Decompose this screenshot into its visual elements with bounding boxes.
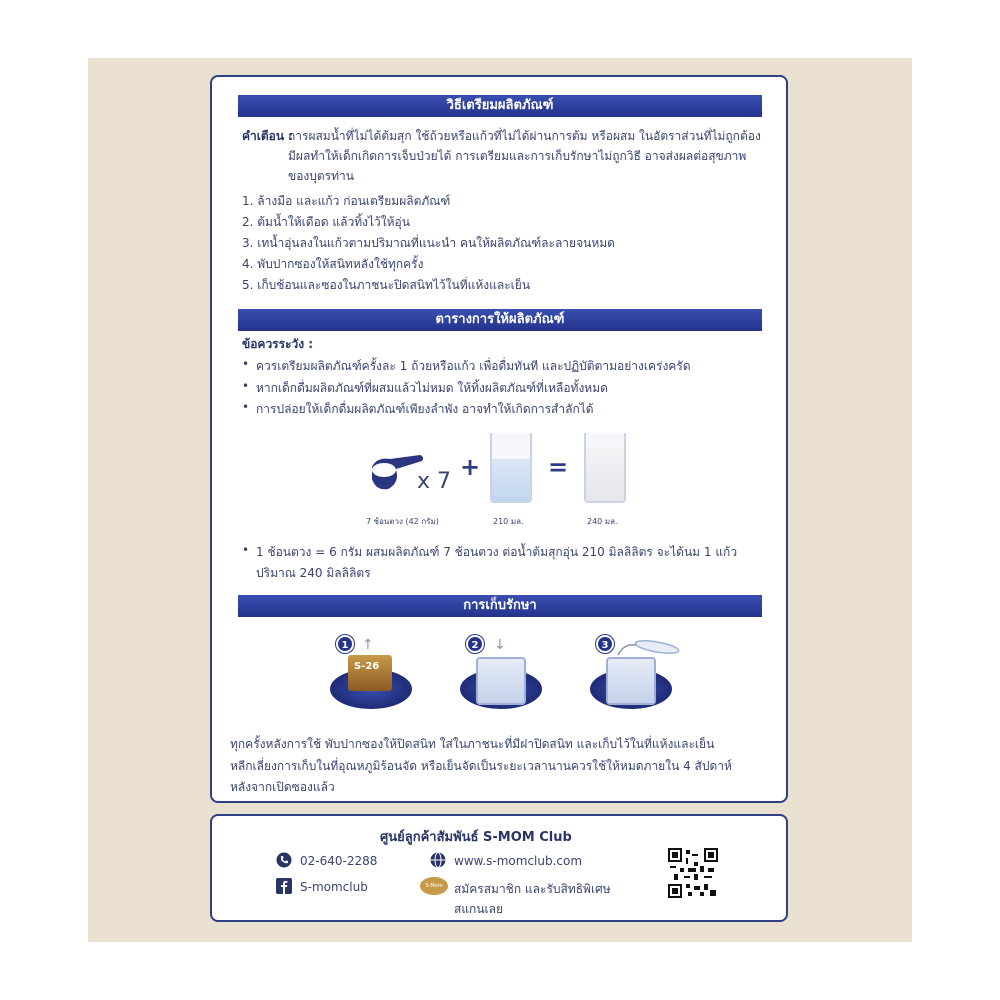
- prep-section-header: วิธีเตรียมผลิตภัณฑ์: [238, 95, 762, 117]
- storage-step-badge: 2: [466, 635, 484, 653]
- prep-step: 5. เก็บช้อนและซองในภาชนะปิดสนิทไว้ในที่แห้งและเย็น: [242, 278, 531, 292]
- result-caption: 240 มล.: [587, 517, 618, 526]
- mixing-note: ปริมาณ 240 มิลลิลิตร: [256, 566, 371, 580]
- phone-number: 02-640-2288: [300, 854, 378, 868]
- caution-item: • ควรเตรียมผลิตภัณฑ์ครั้งละ 1 ถ้วยหรือแก้ว เพื่อดื่มทันที และปฏิบัติตามอย่างเคร่งครัด: [256, 357, 691, 376]
- qr-code-icon[interactable]: [668, 848, 718, 898]
- caution-label: ข้อควรระวัง :: [242, 337, 314, 351]
- member-line: สมัครสมาชิก และรับสิทธิพิเศษ: [454, 882, 611, 896]
- globe-icon: [430, 852, 446, 868]
- smom-club-logo: [420, 877, 448, 907]
- phone-icon: [276, 852, 292, 868]
- website-url[interactable]: www.s-momclub.com: [454, 854, 583, 868]
- arrow-up-icon: ↑: [362, 637, 374, 653]
- water-glass-icon: [490, 433, 532, 503]
- caution-item: • หากเด็กดื่มผลิตภัณฑ์ที่ผสมแล้วไม่หมด ให้ทิ้งผลิตภัณฑ์ที่เหลือทั้งหมด: [256, 379, 608, 398]
- storage-text: ทุกครั้งหลังการใช้ พับปากซองให้ปิดสนิท ใส่ในภาชนะที่มีฝาปิดสนิท และเก็บไว้ในที่แห้งและเย็น: [230, 737, 715, 751]
- feeding-section-header: ตารางการให้ผลิตภัณฑ์: [238, 309, 762, 331]
- prep-step: 2. ต้มน้ำให้เดือด แล้วทิ้งไว้ให้อุ่น: [242, 215, 410, 229]
- storage-text: หลีกเลี่ยงการเก็บในที่อุณหภูมิร้อนจัด หรือเย็นจัดเป็นระยะเวลานานควรใช้ให้หมดภายใน 4 สัปดาห์: [230, 759, 732, 773]
- storage-step-badge: 3: [596, 635, 614, 653]
- warning-line: การผสมน้ำที่ไม่ได้ต้มสุก ใช้ถ้วยหรือแก้วที่ไม่ได้ผ่านการต้ม หรือผสม ในอัตราส่วนที่ไม่ถูกต้อง: [288, 129, 761, 143]
- pouch-label: S-26: [354, 661, 380, 672]
- customer-center-footer: [210, 814, 788, 922]
- smom-logo-text: S-Mom Club: [425, 883, 443, 907]
- arrow-down-icon: ↓: [494, 637, 506, 653]
- member-line: สแกนเลย: [454, 902, 504, 916]
- prep-step: 1. ล้างมือ และแก้ว ก่อนเตรียมผลิตภัณฑ์: [242, 194, 451, 208]
- lid-icon: [612, 637, 682, 659]
- milk-pouch-icon: [348, 655, 392, 691]
- scoop-multiplier: x 7: [417, 469, 452, 494]
- storage-step-badge: 1: [336, 635, 354, 653]
- milk-glass-icon: [584, 433, 626, 503]
- warning-line: ของบุตรท่าน: [288, 169, 354, 183]
- water-caption: 210 มล.: [493, 517, 524, 526]
- prep-step: 3. เทน้ำอุ่นลงในแก้วตามปริมาณที่แนะนำ คนให้ผลิตภัณฑ์ละลายจนหมด: [242, 236, 615, 250]
- facebook-name: S-momclub: [300, 880, 368, 894]
- footer-title: ศูนย์ลูกค้าสัมพันธ์ S-MOM Club: [380, 830, 572, 845]
- equals-sign: =: [548, 453, 569, 481]
- warning-line: มีผลทำให้เด็กเกิดการเจ็บป่วยได้ การเตรียมและการเก็บรักษาไม่ถูกวิธี อาจส่งผลต่อสุขภาพ: [288, 149, 747, 163]
- container-icon: [476, 657, 526, 705]
- mixing-note: • 1 ช้อนตวง = 6 กรัม ผสมผลิตภัณฑ์ 7 ช้อนตวง ต่อน้ำต้มสุกอุ่น 210 มิลลิลิตร จะได้นม 1 แก้ว: [256, 543, 737, 562]
- instruction-panel: [210, 75, 788, 803]
- facebook-icon: [276, 878, 292, 894]
- scoop-caption: 7 ช้อนตวง (42 กรัม): [366, 517, 439, 526]
- warning-label: คำเตือน :: [242, 129, 294, 143]
- storage-section-header: การเก็บรักษา: [238, 595, 762, 617]
- storage-text: หลังจากเปิดซองแล้ว: [230, 780, 335, 794]
- container-icon: [606, 657, 656, 705]
- caution-item: • การปล่อยให้เด็กดื่มผลิตภัณฑ์เพียงลำพัง อาจทำให้เกิดการสำลักได้: [256, 400, 594, 419]
- plus-sign: +: [460, 453, 481, 481]
- prep-step: 4. พับปากซองให้สนิทหลังใช้ทุกครั้ง: [242, 257, 424, 271]
